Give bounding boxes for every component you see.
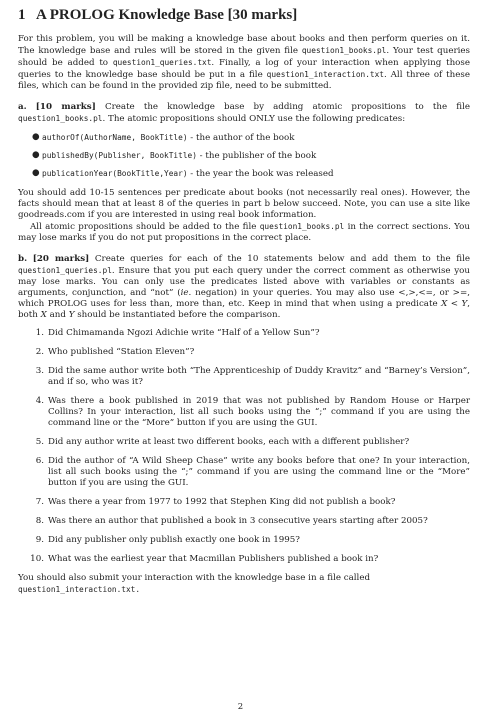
predicate-item (32, 168, 470, 180)
part-b-text: and (46, 310, 69, 320)
predicate-desc: - the publisher of the book (196, 151, 317, 161)
question-number: 2. (35, 347, 44, 357)
question-text: Was there an author that published a book in 3 consecutive years starting after 2005? (48, 516, 428, 526)
question-item (18, 516, 470, 527)
closing-paragraph (18, 573, 470, 596)
question-number: 10. (30, 554, 44, 564)
part-b-text: , both (18, 299, 470, 320)
part-a-marks: [10 marks] (35, 102, 96, 112)
part-a-placement-note (18, 221, 470, 244)
question-item (18, 366, 470, 388)
section-heading (18, 6, 470, 24)
question-text: Was there a year from 1977 to 1992 that Stephen King did not publish a book? (48, 497, 396, 507)
intro-text: For this problem, you will be making a knowledge base about books and then perform queries on it. The knowledge base and rules will be stored in the given file (18, 34, 470, 56)
part-b-text: ie. (180, 288, 192, 298)
question-item (18, 347, 470, 358)
predicate-item (32, 132, 470, 144)
part-b-text: negation) in your queries. You may also use <,>,<=, or >=, which PROLOG uses for less than, more than, etc. Keep in mind that when using a predicate (18, 288, 470, 309)
predicate-desc: - the year the book was released (187, 169, 334, 179)
predicate-code: publishedBy(Publisher, BookTitle) (42, 151, 197, 160)
intro-text: . All three of these files, which can be found in the provided zip file, need to be submitted. (18, 70, 470, 91)
filename-interaction: question1_interaction.txt. (18, 585, 141, 594)
filename-books: question1_books.pl (301, 46, 387, 55)
predicate-code: authorOf(AuthorName, BookTitle) (42, 133, 188, 142)
intro-text: . Finally, a log of your interaction when applying those queries to the knowledge base should be put in a file (18, 58, 470, 80)
part-b-text: should be instantiated before the comparison. (74, 310, 281, 320)
question-text: Did the same author write both “The Apprenticeship of Duddy Kravitz” and “Barney’s Version”, and if so, who was it? (48, 366, 470, 387)
question-number: 6. (35, 456, 44, 466)
math-variable: Y (68, 310, 75, 320)
filename-queries: question1_queries.pl (18, 266, 112, 275)
question-text: Who published “Station Eleven”? (48, 347, 195, 357)
part-a-text: in the correct sections. You may lose marks if you do not put propositions in the correct place. (18, 222, 470, 243)
question-number: 4. (35, 396, 44, 406)
question-item (18, 497, 470, 508)
closing-text: You should also submit your interaction with the knowledge base in a file called (18, 573, 371, 583)
filename-queries: question1_queries.txt (112, 58, 212, 67)
question-number: 7. (35, 497, 44, 507)
part-a-text: Create the knowledge base by adding atomic propositions to the file (95, 102, 470, 112)
question-number: 8. (35, 516, 44, 526)
part-a-paragraph (18, 102, 470, 125)
filename-books: question1_books.pl (259, 222, 345, 231)
question-text: Did Chimamanda Ngozi Adichie write “Half of a Yellow Sun”? (48, 328, 320, 338)
question-number: 1. (35, 328, 44, 338)
bullet-icon: ● (32, 168, 40, 178)
predicate-list (18, 132, 470, 180)
document-page (18, 6, 470, 596)
predicate-code: publicationYear(BookTitle,Year) (42, 169, 188, 178)
question-number: 3. (35, 366, 44, 376)
page-number: 2 (237, 702, 244, 712)
part-a-text: All atomic propositions should be added to the file (30, 222, 260, 232)
predicate-item (32, 150, 470, 162)
question-text: What was the earliest year that Macmillan Publishers published a book in? (48, 554, 379, 564)
part-a-text: . The atomic propositions should ONLY use the following predicates: (102, 114, 406, 124)
question-item (18, 456, 470, 489)
question-item (18, 396, 470, 429)
section-title: A PROLOG Knowledge Base [30 marks] (36, 7, 298, 23)
predicate-desc: - the author of the book (187, 133, 295, 143)
question-text: Did any publisher only publish exactly one book in 1995? (48, 535, 300, 545)
question-number: 5. (35, 437, 44, 447)
question-text: Did any author write at least two different books, each with a different publisher? (48, 437, 410, 447)
part-b-text: . Ensure that you put each query under the correct comment as otherwise you may lose marks. You can only use the predicates listed above with variables or constants as arguments, conjunction, and “not” ( (18, 266, 470, 298)
intro-paragraph (18, 34, 470, 92)
question-item (18, 554, 470, 565)
question-item (18, 328, 470, 339)
part-b-label: b. (18, 254, 28, 264)
bullet-icon: ● (32, 150, 40, 160)
question-list (18, 328, 470, 565)
part-a-label: a. (18, 102, 27, 112)
bullet-icon: ● (32, 132, 40, 142)
question-item (18, 437, 470, 448)
part-b-marks: [20 marks] (32, 254, 90, 264)
section-number: 1 (18, 7, 26, 23)
filename-books: question1_books.pl (18, 114, 103, 123)
question-text: Was there a book published in 2019 that was not published by Random House or Harper Collins? In your interaction, list all such books using the “;” command if you are using the command line or the “More” button if you are using the GUI. (48, 396, 470, 428)
math-expression: X < Y (441, 299, 468, 309)
question-number: 9. (35, 535, 44, 545)
intro-text: . Your test queries should be added to (18, 46, 470, 68)
part-b-text: Create queries for each of the 10 statements below and add them to the file (89, 254, 470, 264)
question-item (18, 535, 470, 546)
part-b-paragraph (18, 254, 470, 321)
part-a-instructions: You should add 10-15 sentences per predicate about books (not necessarily real ones). However, the facts should mean that at least 8 of the queries in part b below succeed. Note, you can use a site like goodreads.com if you are interested in using real book information. (18, 188, 470, 220)
math-variable: X (40, 310, 47, 320)
question-text: Did the author of “A Wild Sheep Chase” write any books before that one? In your interaction, list all such books using the “;” command if you are using the command line or the “More” button if you are using the GUI. (48, 456, 470, 488)
filename-interaction: question1_interaction.txt (266, 70, 384, 79)
